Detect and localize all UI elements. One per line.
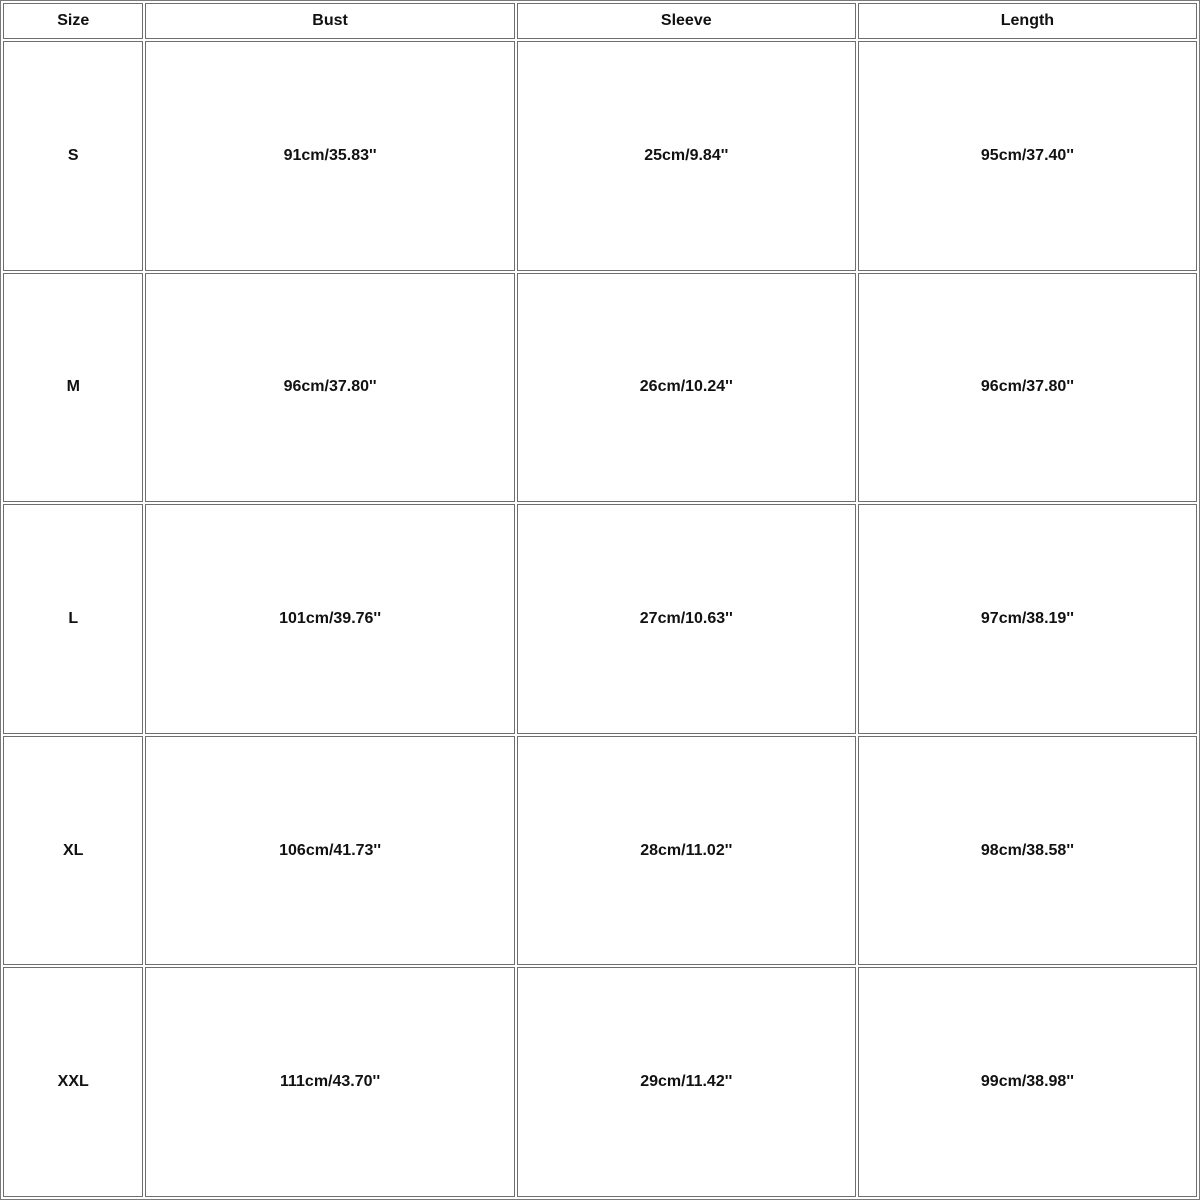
table-row	[3, 967, 1197, 1197]
cell-length: 99cm/38.98''	[858, 967, 1197, 1197]
table-row	[3, 504, 1197, 734]
cell-bust: 96cm/37.80''	[145, 273, 514, 503]
cell-sleeve: 26cm/10.24''	[517, 273, 856, 503]
cell-size: XL	[3, 736, 143, 966]
cell-size: L	[3, 504, 143, 734]
cell-size: M	[3, 273, 143, 503]
header-row	[3, 3, 1197, 39]
cell-sleeve: 25cm/9.84''	[517, 41, 856, 271]
header-sleeve: Sleeve	[517, 3, 856, 39]
table-row	[3, 41, 1197, 271]
header-size: Size	[3, 3, 143, 39]
table-row	[3, 273, 1197, 503]
cell-size: XXL	[3, 967, 143, 1197]
cell-sleeve: 27cm/10.63''	[517, 504, 856, 734]
table-row	[3, 736, 1197, 966]
cell-size: S	[3, 41, 143, 271]
cell-sleeve: 29cm/11.42''	[517, 967, 856, 1197]
cell-length: 98cm/38.58''	[858, 736, 1197, 966]
header-length: Length	[858, 3, 1197, 39]
header-bust: Bust	[145, 3, 514, 39]
table-header	[3, 3, 1197, 39]
cell-bust: 91cm/35.83''	[145, 41, 514, 271]
cell-length: 96cm/37.80''	[858, 273, 1197, 503]
cell-bust: 111cm/43.70''	[145, 967, 514, 1197]
cell-bust: 106cm/41.73''	[145, 736, 514, 966]
table-body	[3, 41, 1197, 1197]
cell-length: 97cm/38.19''	[858, 504, 1197, 734]
cell-length: 95cm/37.40''	[858, 41, 1197, 271]
cell-bust: 101cm/39.76''	[145, 504, 514, 734]
cell-sleeve: 28cm/11.02''	[517, 736, 856, 966]
